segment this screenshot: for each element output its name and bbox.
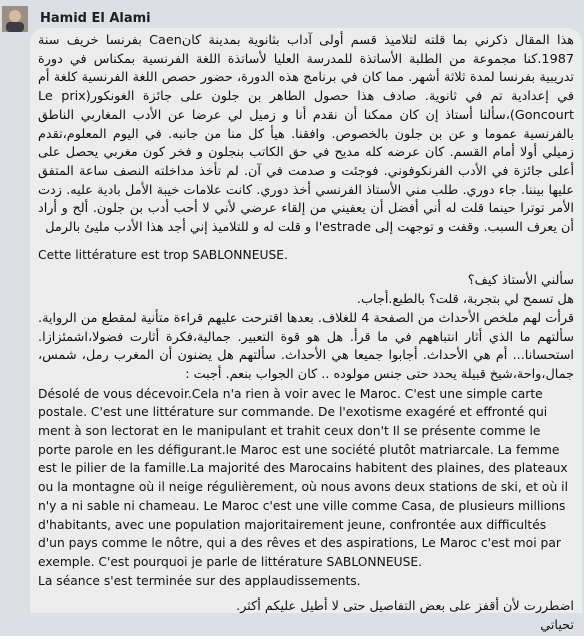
comment-question: سألني الأستاذ كيف؟ — [467, 273, 574, 289]
comment-paragraph: هذا المقال ذكرني بما قلته لتلاميذ قسم أولى آداب بثانوية بمدينة كانCaen بفرنسا خريف سنة 1987.كنا مجموعة من الطلبة الأساتذة للمدرسة العليا لأساتذة اللغة الفرنسية بمكناس في دورة تدريبية بفرنسا لمدة ثلاثة أشهر. مما كان في برنامج هذه الدورة، حضور حصص اللغة الفرنسية كلغة أم في إعدادية تم في ثانوية. صادف هذا حصول الطاهر بن جلون على جائزة الغونكور(Le prix Goncourt)،سألنا أستاذ إن كان ممكنا أن نقدم أنا و زميل لي عرضا عن الأدب المغاربي الناطق بالفرنسية عموما و عن بن جلون بالخصوص. وافقنا. هيأ كل منا من جانبه. في اليوم المعلوم،تقدم زميلي أولا أمام القسم. كان عرضه كله مديح في حق الكاتب بنجلون و فخر كون مغربي يحصل على أعلى جائزة في الأدب الفرنكوفوني. فوجئت و صدمت في آن. لم تأخذ مداخلته النصف ساعة المتفق عليها بيننا. جاء دوري. طلب مني الأستاذ الفرنسي أخذ دوري. كانت علامات خيبة الأمل بادية عليه. زدت الأمر توترا حينما قلت له أني أفضل أن يعفيني من إلقاء عرضي لأني لا أحب أدب بن جلون. ألح و أراد أن يعرف السبب. وقفت و توجهت إلى l'estrade و قلت له و للتلاميذ إني أجد هذا الأدب مليئ بالرمل — [38, 33, 574, 236]
comment-french-paragraph: Désolé de vous décevoir.Cela n'a rien à voir avec le Maroc. C'est une simple carte postale. C'est une littérature sur commande. De l'exotisme exagéré et effronté qui ment à son lectorat en le manipulant et trahit ceux don't Il se présente comme le porte parole en les défigurant.le Maroc est une société plutôt matriarcale. La femme est le pilier de la famille.La majorité des Marocains habitent des plaines, des plateaux ou la montagne où il neige régulièrement, où nous avons deux stations de ski, et où il n'y a ni sable ni chameau. Le Maroc c'est une ville comme Casa, de plusieurs millions d'habitants, avec une population majoritairement jeune, confrontée aux difficultés d'un pays comme le nôtre, qui a des rêves et des aspirations, Le Maroc c'est moi par exemple. C'est pourquoi je parle de littérature SABLONNEUSE. — [38, 386, 568, 569]
comment-paragraph: قرأت لهم ملخص الأحداث من الصفحة 4 للغلاف. بعدها اقترحت عليهم قراءة متأنية لمقطع من الرواية. سألتهم ما الذي أثار انتباههم في ما قرأ. هل هو قوة التعبير. جمالية،فكرة أثارت فضولا،اشمئزازا. استحسانا... أم هي الأحداث. أجابوا جميعا هي الأحداث. سألتهم هل يضنون أن المغرب رمل، شمس، جمال،واحة،شيخ قبيلة يحدد حتى جنس مولوده .. كان الجواب بنعم. أجبت : — [38, 310, 574, 382]
comment-bubble — [30, 28, 582, 634]
avatar[interactable] — [2, 6, 28, 32]
comment-french-line: Cette littérature est trop SABLONNEUSE. — [38, 247, 288, 262]
comment-signoff: تحياتي — [540, 618, 574, 634]
avatar-image-icon — [2, 6, 28, 32]
comment-french-line: La séance s'est terminée sur des applaudissements. — [38, 573, 361, 588]
author-name[interactable]: Hamid El Alami — [40, 11, 151, 26]
comment-closing: اضطررت لأن أقفز على بعض التفاصيل حتى لا أطيل عليكم أكثر. — [236, 599, 574, 615]
comment-question-reply: هل تسمح لي بتجربة، قلت؟ بالطبع.أجاب. — [356, 292, 574, 308]
